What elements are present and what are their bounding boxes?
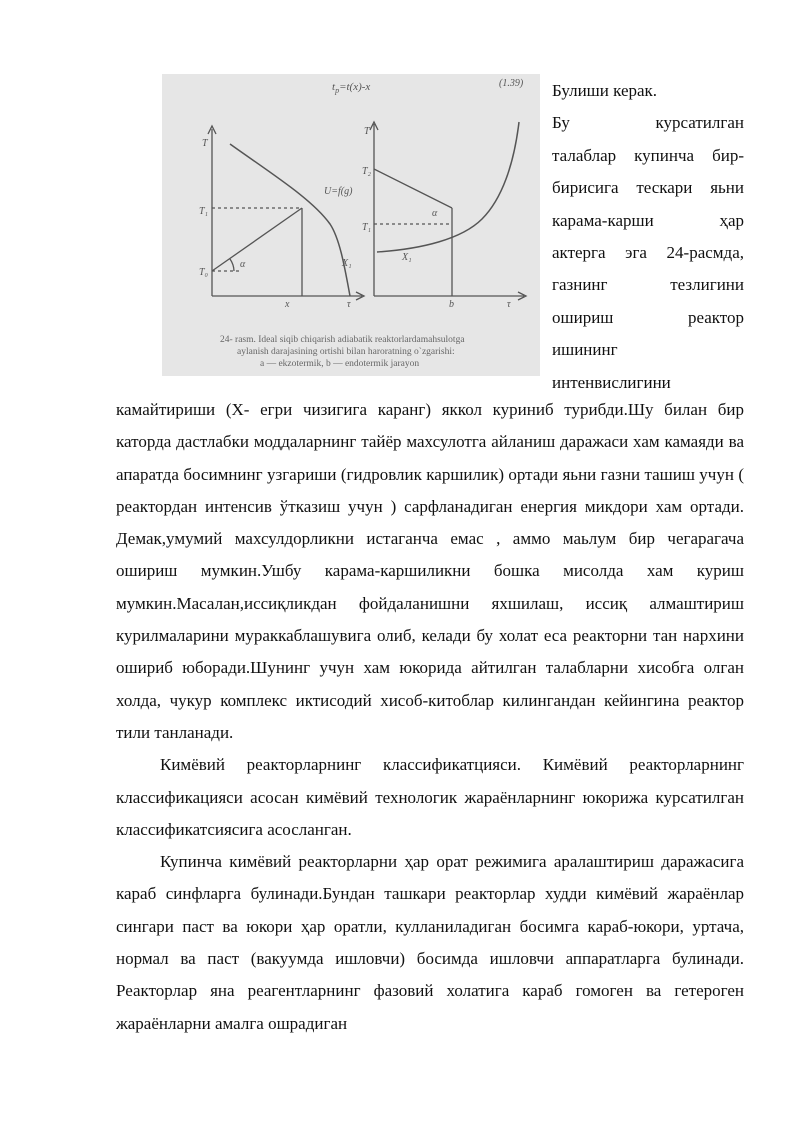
side-line-8: ошириш реактор (552, 307, 744, 327)
figure-caption-line2: aylanish darajasining ortishi bilan haroratning o`zgarishi: (237, 347, 455, 357)
left-y-label: T (202, 138, 208, 149)
right-y-label: T (364, 126, 370, 137)
figure-graphic (162, 74, 540, 376)
main-text-column (116, 394, 744, 1040)
right-plot (370, 122, 526, 300)
right-line (374, 169, 452, 208)
right-curve-label: X₁ (402, 252, 412, 263)
right-alpha-label: α (432, 208, 438, 219)
left-angle-arc (230, 259, 234, 271)
side-line-10: интенвислигини (552, 372, 671, 392)
figure-caption-line1: 24- rasm. Ideal siqib chiqarish adiabatik reaktorlardamahsulotga (220, 335, 465, 345)
figure-formula: $t_p=t(x)-x$ (332, 81, 371, 95)
side-line-1: Булиши керак. (552, 81, 658, 100)
right-tick-t1: T₁ (362, 222, 372, 233)
side-text-column (552, 75, 744, 399)
left-rate-label: U=f(g) (324, 186, 353, 197)
left-line (212, 208, 302, 271)
side-line-2: Бу курсатилган (552, 113, 744, 133)
left-curve-label: X₁ (342, 258, 352, 269)
figure-24 (162, 74, 540, 376)
left-tick-t1: T₁ (199, 206, 209, 217)
left-curve (230, 144, 350, 296)
side-line-9: ишининг (552, 340, 618, 360)
equation-number: (1.39) (499, 78, 524, 89)
left-plot (208, 126, 364, 300)
left-tick-t0: T₀ (199, 267, 209, 278)
left-tick-x: x (285, 299, 290, 310)
side-line-5: карама-карши ҳар (552, 210, 744, 230)
left-alpha-label: α (240, 259, 246, 270)
side-line-3: талаблар купинча бир- (552, 145, 744, 165)
side-line-4: бирисига тескари яьни (552, 178, 744, 198)
side-line-7: газнинг тезлигини (552, 275, 744, 295)
right-x-label: τ (507, 299, 511, 310)
left-x-label: τ (347, 299, 351, 310)
right-tick-b: b (449, 299, 454, 310)
paragraph-2: Кимёвий реакторларнинг классификатцияси. Кимёвий реакторларнинг классификацияси асосан кимёвий технологик жараёнларнинг юкорижа курсатилган классификатсиясига асосланган. (116, 755, 744, 839)
side-line-6: актерга эга 24-расмда, (552, 242, 744, 262)
right-curve (377, 122, 519, 252)
right-tick-t2: T₂ (362, 166, 372, 177)
paragraph-3: Купинча кимёвий реакторларни ҳар орат режимига аралаштириш даражасига караб синфларга булинади.Бундан ташкари реакторлар худди кимёвий жараёнлар сингари паст ва юкори ҳар оратли, кулланиладиган босимга караб-юкори, уртача, нормал ва паст (вакуумда ишловчи) босимда ишловчи аппаратларга булинади. Реакторлар яна реагентларнинг фазовий холатига караб гомоген ва гетероген жараёнларни амалга ошрадиган (116, 852, 744, 1033)
paragraph-1: камайтириши (X- егри чизигига каранг) яккол куриниб турибди.Шу билан бир каторда дастлабки моддаларнинг тайёр махсулотга айланиш даражаси хам камаяди ва апаратда босимнинг узгариши (гидровлик каршилик) ортади яьни газни ташиш учун ( реактордан интенсив ўтказиш учун ) сарфланадиган енергия микдори хам ортади. Демак,умумий махсулдорликни истаганча емас , аммо маьлум бир чегарагача ошириш мумкин.Ушбу карама-каршиликни бошка мисолда хам куриш мумкин.Масалан,иссиқликдан фойдаланишни яхшилаш, иссиқ алмаштириш курилмаларини мураккаблашувига олиб, келади бу холат еса реакторни тан нархини ошириб юборади.Шунинг учун хам юкорида айтилган талабларни хисобга олган холда, чукур комплекс иктисодий хисоб-китоблар килингандан кейингина реактор тили танланади. (116, 400, 744, 742)
figure-caption-line3: a — ekzotermik, b — endotermik jarayon (260, 359, 420, 369)
